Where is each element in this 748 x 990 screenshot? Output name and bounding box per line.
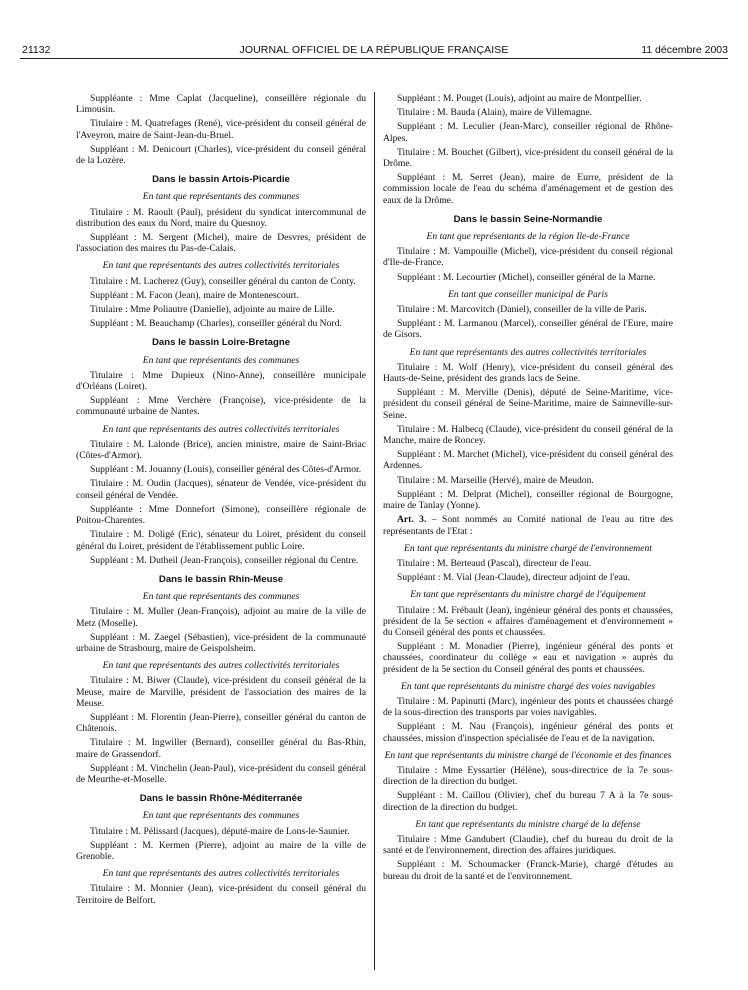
section-heading: Dans le bassin Loire-Bretagne xyxy=(151,337,291,349)
subsection-heading: En tant que représentants des autres collectivités territoriales xyxy=(102,868,340,880)
subsection-heading: En tant que représentants des autres collectivités territoriales xyxy=(409,346,647,358)
appointment-entry: Suppléant : M. Sergent (Michel), maire de Desvres, président de l'association des maires du Pas-de-Calais. xyxy=(76,232,366,255)
subsection-heading: En tant que représentants des autres collectivités territoriales xyxy=(102,423,340,435)
subsection-heading: En tant que conseiller municipal de Paris xyxy=(448,288,608,300)
appointment-entry: Suppléant : M. Larmanou (Marcel), conseiller général de l'Eure, maire de Gisors. xyxy=(383,318,673,341)
appointment-entry: Suppléant : M. Monadier (Pierre), ingénieur général des ponts et chaussées, coordinateur du collège « eau et navigation » auprès du président de la 5e section du Conseil général des ponts et chaussées. xyxy=(383,641,673,675)
subsection-heading: En tant que représentants de la région Ile-de-France xyxy=(426,231,630,243)
appointment-entry: Suppléant : M. Dutheil (Jean-François), conseiller régional du Centre. xyxy=(90,554,359,566)
article-paragraph xyxy=(383,514,673,536)
section-heading: Dans le bassin Seine-Normandie xyxy=(453,213,603,225)
appointment-entry: Suppléant : M. Lecourtier (Michel), conseiller général de la Marne. xyxy=(397,271,656,283)
header-rule xyxy=(20,58,728,59)
appointment-entry: Titulaire : Mme Eyssartier (Hélène), sous-directrice de la 7e sous-direction de la direction du budget. xyxy=(383,764,673,788)
subsection-heading: En tant que représentants des communes xyxy=(142,191,300,203)
appointment-entry: Titulaire : M. Lalonde (Brice), ancien ministre, maire de Saint-Briac (Côtes-d'Armor). xyxy=(76,438,366,462)
subsection-heading: En tant que représentants des autres collectivités territoriales xyxy=(102,660,340,672)
appointment-entry: Titulaire : M. Raoult (Paul), président du syndicat intercommunal de distribution des eaux du Nord, maire du Quesnoy. xyxy=(76,206,366,229)
appointment-entry: Titulaire : M. Oudin (Jacques), sénateur de Vendée, vice-président du conseil général de Vendée. xyxy=(76,478,366,501)
appointment-entry: Titulaire : M. Halbecq (Claude), vice-président du conseil général de la Manche, maire de Roncey. xyxy=(383,423,673,447)
appointment-entry: Titulaire : M. Monnier (Jean), vice-président du conseil général du Territoire de Belfort. xyxy=(76,883,366,906)
appointment-entry: Suppléante : Mme Donnefort (Simone), conseillère régionale de Poitou-Charentes. xyxy=(76,503,366,527)
page-number: 21132 xyxy=(22,44,51,56)
subsection-heading: En tant que représentants du ministre chargé des voies navigables xyxy=(401,680,655,692)
appointment-entry: Suppléant : M. Merville (Denis), député de Seine-Maritime, vice-président du conseil général de Seine-Maritime, maire de Sainneville-sur-Seine. xyxy=(383,387,673,421)
appointment-entry: Suppléant : M. Caillou (Olivier), chef du bureau 7 A à la 7e sous-direction de la direction du budget. xyxy=(383,790,673,813)
appointment-entry: Suppléant : M. Kermen (Pierre), adjoint au maire de la ville de Grenoble. xyxy=(76,839,366,862)
appointment-entry: Titulaire : M. Frébault (Jean), ingénieur général des ponts et chaussées, président de la 5e section « affaires d'aménagement et d'environnement » du Conseil général des ponts et chaussées. xyxy=(383,604,673,638)
appointment-entry: Titulaire : M. Bouchet (Gilbert), vice-président du conseil général de la Drôme. xyxy=(383,146,673,170)
appointment-entry: Suppléant : M. Nau (François), ingénieur général des ponts et chaussées, mission d'inspection spécialisée de l'eau et de la navigation. xyxy=(383,721,673,744)
appointment-entry: Suppléant : M. Florentin (Jean-Pierre), conseiller général du canton de Châtenois. xyxy=(76,711,366,735)
appointment-entry: Titulaire : M. Quatrefages (René), vice-président du conseil général de l'Aveyron, maire de Saint-Jean-du-Bruel. xyxy=(76,118,366,141)
section-heading: Dans le bassin Artois-Picardie xyxy=(152,174,290,186)
section-heading: Dans le bassin Rhin-Meuse xyxy=(158,573,284,585)
appointment-entry: Suppléant : M. Leculier (Jean-Marc), conseiller régional de Rhône-Alpes. xyxy=(383,121,673,144)
section-heading: Dans le bassin Rhône-Méditerranée xyxy=(139,793,303,805)
appointment-entry: Titulaire : M. Muller (Jean-François), adjoint au maire de la ville de Metz (Moselle). xyxy=(76,606,366,629)
right-column xyxy=(383,93,673,885)
appointment-entry: Titulaire : M. Marseille (Hervé), maire de Meudon. xyxy=(397,474,594,486)
subsection-heading: En tant que représentants du ministre chargé de la défense xyxy=(415,818,641,830)
article-label: Art. 3. xyxy=(397,514,427,526)
appointment-entry: Suppléant : M. Delprat (Michel), conseiller régional de Bourgogne, maire de Tanlay (Yonne). xyxy=(383,488,673,512)
appointment-entry: Titulaire : Mme Gandubert (Claudie), chef du bureau du droit de la santé et de l'environnement, direction des affaires juridiques. xyxy=(383,833,673,857)
appointment-entry: Suppléant : M. Beauchamp (Charles), conseiller général du Nord. xyxy=(90,318,342,330)
appointment-entry: Titulaire : M. Lacherez (Guy), conseiller général du canton de Conty. xyxy=(90,275,356,287)
appointment-entry: Suppléant : M. Denicourt (Charles), vice-président du conseil général de la Lozère. xyxy=(76,143,366,167)
appointment-entry: Suppléant : M. Serret (Jean), maire de Eurre, président de la commission locale de l'eau du schéma d'aménagement et de gestion des eaux de la Drôme. xyxy=(383,172,673,206)
appointment-entry: Suppléant : M. Pouget (Louis), adjoint au maire de Montpellier. xyxy=(397,93,642,104)
left-column xyxy=(76,93,366,909)
appointment-entry: Titulaire : Mme Dupieux (Nino-Anne), conseillère municipale d'Orléans (Loiret). xyxy=(76,369,366,393)
subsection-heading: En tant que représentants des autres collectivités territoriales xyxy=(102,260,340,272)
appointment-entry: Suppléant : Mme Verchère (Françoise), vice-présidente de la communauté urbaine de Nantes. xyxy=(76,395,366,418)
appointment-entry: Titulaire : M. Papinutti (Marc), ingénieur des ponts et chaussées chargé de la sous-direction des transports par voies navigables. xyxy=(383,695,673,719)
subsection-heading: En tant que représentants des communes xyxy=(142,354,300,366)
page-header xyxy=(0,0,748,60)
appointment-entry: Titulaire : M. Bauda (Alain), maire de Villemagne. xyxy=(397,107,592,119)
appointment-entry: Suppléant : M. Jouanny (Louis), conseiller général des Côtes-d'Armor. xyxy=(90,464,362,476)
appointment-entry: Titulaire : M. Ingwiller (Bernard), conseiller général du Bas-Rhin, maire de Grassendorf. xyxy=(76,737,366,760)
subsection-heading: En tant que représentants des communes xyxy=(142,810,300,822)
appointment-entry: Suppléant : M. Marchet (Michel), vice-président du conseil général des Ardennes. xyxy=(383,449,673,472)
appointment-entry: Titulaire : M. Berteaud (Pascal), directeur de l'eau. xyxy=(397,557,592,569)
subsection-heading: En tant que représentants du ministre chargé de l'économie et des finances xyxy=(384,749,672,761)
subsection-heading: En tant que représentants du ministre chargé de l'environnement xyxy=(404,542,652,554)
journal-title: JOURNAL OFFICIEL DE LA RÉPUBLIQUE FRANÇAISE xyxy=(239,44,509,56)
appointment-entry: Suppléant : M. Facon (Jean), maire de Montenescourt. xyxy=(90,289,299,301)
appointment-entry: Titulaire : M. Wolf (Henry), vice-président du conseil général des Hauts-de-Seine, président des grands lacs de Seine. xyxy=(383,361,673,385)
appointment-entry: Suppléante : Mme Caplat (Jacqueline), conseillère régionale du Limousin. xyxy=(76,93,366,116)
appointment-entry: Suppléant : M. Schoumacker (Franck-Marie), chargé d'études au bureau du droit de la santé et de l'environnement. xyxy=(383,859,673,882)
appointment-entry: Titulaire : M. Pélissard (Jacques), député-maire de Lons-le-Saunier. xyxy=(90,825,350,837)
appointment-entry: Titulaire : M. Vampouille (Michel), vice-président du conseil régional d'Ile-de-France. xyxy=(383,246,673,269)
article-text: – Sont nommés au Comité national de l'eau au titre des représentants de l'Etat : xyxy=(383,514,674,537)
appointment-entry: Titulaire : M. Doligé (Eric), sénateur du Loiret, président du conseil général du Loiret, président de l'établissement public Loire. xyxy=(76,529,366,552)
appointment-entry: Suppléant : M. Zaegel (Sébastien), vice-président de la communauté urbaine de Strasbourg, maire de Geispolsheim. xyxy=(76,631,366,654)
appointment-entry: Titulaire : M. Biwer (Claude), vice-président du conseil général de la Meuse, maire de Marville, président de l'association des maires de la Meuse. xyxy=(76,675,366,709)
column-divider xyxy=(374,92,375,970)
appointment-entry: Titulaire : M. Marcovitch (Daniel), conseiller de la ville de Paris. xyxy=(397,304,647,316)
subsection-heading: En tant que représentants des communes xyxy=(142,591,300,603)
appointment-entry: Suppléant : M. Vinchelin (Jean-Paul), vice-président du conseil général de Meurthe-et-Moselle. xyxy=(76,762,366,785)
appointment-entry: Titulaire : Mme Poliautre (Danielle), adjointe au maire de Lille. xyxy=(90,304,335,316)
subsection-heading: En tant que représentants du ministre chargé de l'équipement xyxy=(410,589,646,601)
publication-date: 11 décembre 2003 xyxy=(641,44,728,56)
appointment-entry: Suppléant : M. Vial (Jean-Claude), directeur adjoint de l'eau. xyxy=(397,572,631,584)
